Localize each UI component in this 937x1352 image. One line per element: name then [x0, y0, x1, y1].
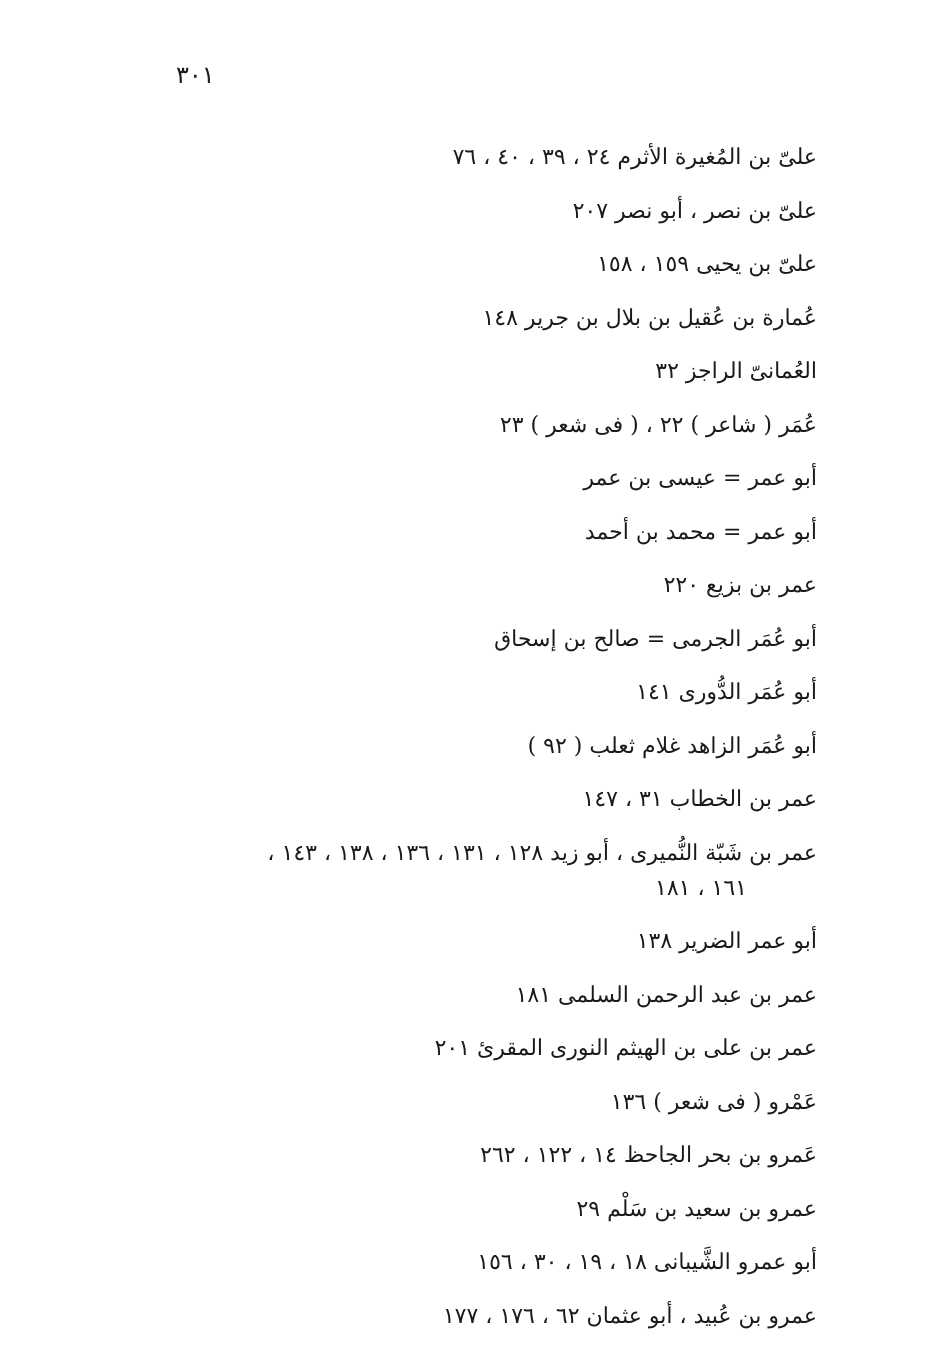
index-entry: عُمَر ( شاعر ) ٢٢ ، ( فى شعر ) ٢٣ [499, 412, 817, 438]
index-entry: علىّ بن المُغيرة الأثرم ٢٤ ، ٣٩ ، ٤٠ ، ٧٦ [452, 145, 817, 170]
index-entry: عمرو بن سعيد بن سَلْم ٢٩ [576, 1196, 817, 1222]
index-entry: عمر بن الخطاب ٣١ ، ١٤٧ [582, 787, 817, 812]
index-entry-line: عمر بن شَبّة النُّميرى ، أبو زيد ١٢٨ ، ١٣١ ، ١٣٦ ، ١٣٨ ، ١٤٣ ، [267, 840, 817, 866]
index-entry: أبو عُمَر الجرمى = صالح بن إسحاق [494, 626, 817, 652]
index-entry: عمرو بن عُبيد ، أبو عثمان ٦٢ ، ١٧٦ ، ١٧٧ [442, 1303, 817, 1329]
index-entry: أبو عمرو الشَّيبانى ١٨ ، ١٩ ، ٣٠ ، ١٥٦ [477, 1250, 817, 1275]
index-entry: علىّ بن نصر ، أبو نصر ٢٠٧ [572, 198, 817, 224]
index-entry: عمر بن بزيع ٢٢٠ [663, 573, 817, 598]
index-entry: أبو عُمَر الدُّورى ١٤١ [636, 680, 817, 705]
index-entry: عمر بن عبد الرحمن السلمى ١٨١ [515, 982, 817, 1008]
index-list [117, 140, 817, 1352]
index-entry: العُمانىّ الراجز ٣٢ [655, 359, 817, 384]
index-entry: عَمْرو ( فى شعر ) ١٣٦ [610, 1089, 817, 1115]
index-entry: أبو عُمَر الزاهد غلام ثعلب ( ٩٢ ) [527, 733, 817, 759]
index-entry-multiline [117, 836, 817, 906]
page-number: ٣٠١ [176, 61, 215, 89]
index-entry: أبو عمر الضرير ١٣٨ [636, 929, 817, 954]
index-entry-continuation: ١٦١ ، ١٨١ [655, 875, 747, 901]
index-entry: أبو عمر = عيسى بن عمر [583, 466, 817, 491]
index-entry: عُمارة بن عُقيل بن بلال بن جرير ١٤٨ [482, 305, 817, 331]
index-entry: علىّ بن يحيى ١٥٩ ، ١٥٨ [597, 252, 817, 277]
index-entry: عمر بن على بن الهيثم النورى المقرئ ٢٠١ [434, 1036, 817, 1061]
index-entry: أبو عمر = محمد بن أحمد [584, 519, 817, 545]
index-entry: عَمرو بن بحر الجاحظ ١٤ ، ١٢٢ ، ٢٦٢ [480, 1143, 817, 1168]
